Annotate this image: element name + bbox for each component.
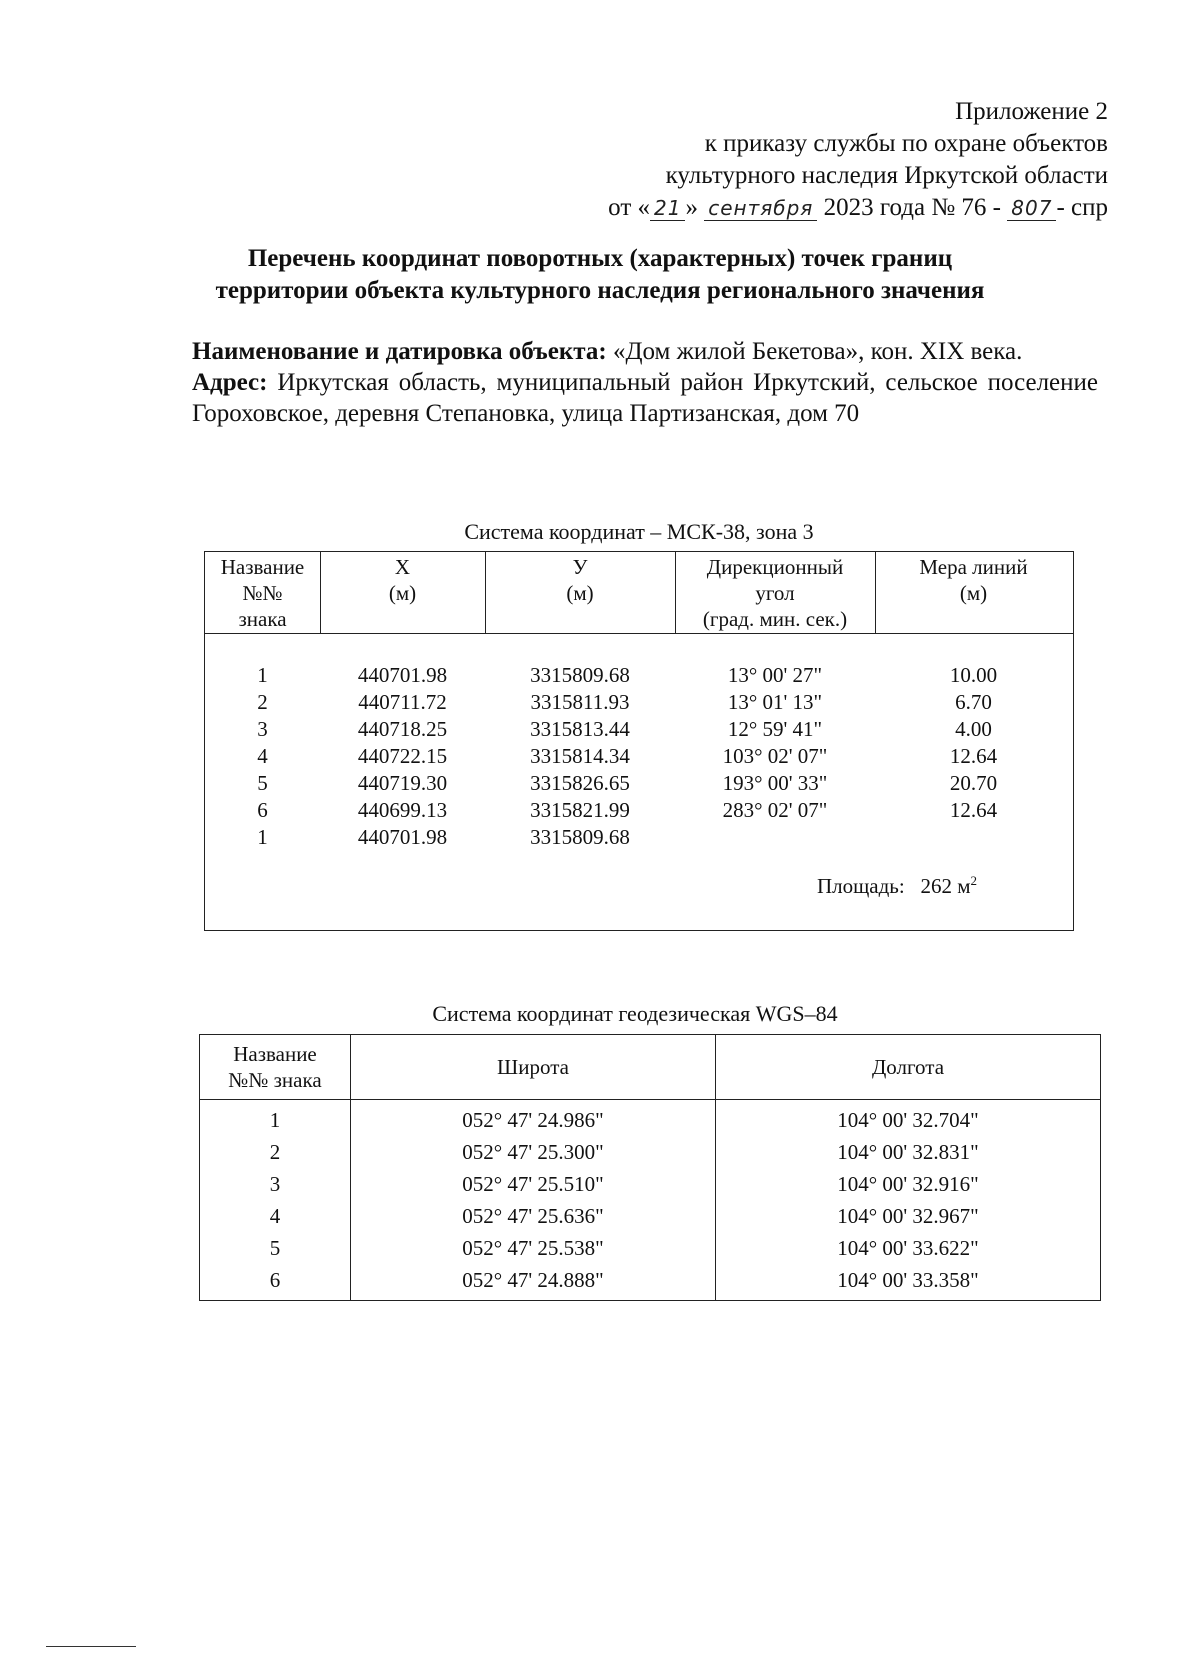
object-address-value: Иркутская область, муниципальный район Иркутский, сельское поселение Гороховское, деревня Степановка, улица Партизанская, дом 70: [192, 369, 1099, 427]
header-text: (град. мин. сек.): [702, 607, 848, 631]
longitude-value: 104° 00' 32.916": [716, 1168, 1101, 1200]
x-value: 440701.98: [357, 825, 448, 849]
handwritten-number: 807: [1007, 196, 1056, 221]
line-length: 12.64: [949, 744, 998, 768]
point-number: 2: [257, 690, 268, 714]
date-mid: »: [685, 194, 705, 221]
header-text: Название: [220, 555, 305, 579]
document-title: [100, 243, 1100, 307]
table-row: [205, 716, 1073, 743]
bearing-angle: 13° 01' 13": [727, 690, 823, 714]
appendix-authority-line: культурного наследия Иркутской области: [665, 162, 1108, 189]
header-angle: [675, 552, 875, 634]
table-row: [205, 797, 1073, 824]
order-suffix: - спр: [1056, 194, 1108, 221]
msk-coordinates-table: [204, 551, 1074, 931]
point-number: 6: [257, 798, 268, 822]
point-number: 1: [200, 1100, 351, 1137]
point-number: 5: [257, 771, 268, 795]
table-row: [205, 770, 1073, 797]
object-address-label: Адрес:: [192, 369, 268, 396]
x-value: 440722.15: [357, 744, 448, 768]
table2-body: [200, 1100, 1101, 1301]
latitude-value: 052° 47' 24.986": [351, 1100, 716, 1137]
object-name-label: Наименование и датировка объекта:: [192, 338, 607, 365]
header-text: X: [394, 555, 411, 579]
footer-dash: [46, 1646, 136, 1647]
x-value: 440699.13: [357, 798, 448, 822]
table-row: [200, 1100, 1101, 1137]
header-text: Мера линий: [919, 555, 1028, 579]
object-info: [192, 336, 1098, 429]
table2-header-row: [200, 1035, 1101, 1100]
latitude-value: 052° 47' 25.300": [351, 1136, 716, 1168]
y-value: 3315809.68: [530, 663, 630, 687]
title-line-2: территории объекта культурного наследия регионального значения: [215, 277, 985, 304]
point-number: 2: [200, 1136, 351, 1168]
area-unit-power: 2: [970, 873, 977, 888]
header-text: (м): [388, 581, 417, 605]
y-value: 3315811.93: [530, 690, 630, 714]
table1-caption: Система координат – МСК-38, зона 3: [464, 519, 814, 544]
title-line-1: Перечень координат поворотных (характерных) точек границ: [247, 245, 953, 272]
wgs84-coordinates-table: [199, 1034, 1101, 1301]
line-length: 12.64: [949, 798, 998, 822]
line-length: 6.70: [955, 690, 992, 714]
handwritten-day: 21: [650, 196, 685, 221]
line-length: 20.70: [949, 771, 998, 795]
x-value: 440718.25: [357, 717, 448, 741]
longitude-value: 104° 00' 32.704": [716, 1100, 1101, 1137]
bearing-angle: 13° 00' 27": [727, 663, 823, 687]
table1-body: [205, 662, 1073, 851]
header-point-name: [205, 552, 320, 634]
point-number: 1: [257, 825, 268, 849]
date-prefix: от «: [608, 194, 651, 221]
latitude-value: 052° 47' 25.538": [351, 1232, 716, 1264]
object-name-paragraph: [192, 336, 1098, 367]
header-y: [485, 552, 675, 634]
table-row: [205, 689, 1073, 716]
longitude-value: 104° 00' 33.622": [716, 1232, 1101, 1264]
header-x: [320, 552, 485, 634]
object-address-paragraph: [192, 367, 1098, 429]
table-row: [200, 1136, 1101, 1168]
header-point-name: [200, 1035, 351, 1100]
table-row: [205, 824, 1073, 851]
y-value: 3315809.68: [530, 825, 630, 849]
y-value: 3315814.34: [530, 744, 630, 768]
x-value: 440719.30: [357, 771, 448, 795]
area-label: Площадь:: [816, 874, 905, 898]
header-text: угол: [755, 581, 795, 605]
table1-header: [205, 552, 1073, 634]
longitude-value: 104° 00' 32.831": [716, 1136, 1101, 1168]
point-number: 3: [200, 1168, 351, 1200]
table-row: [205, 662, 1073, 689]
table2-caption: Система координат геодезическая WGS–84: [432, 1001, 838, 1026]
longitude-value: 104° 00' 32.967": [716, 1200, 1101, 1232]
handwritten-month: сентября: [704, 196, 817, 221]
area-value: 262 м: [920, 874, 971, 898]
header-text: У: [572, 555, 588, 579]
table-row: [200, 1264, 1101, 1301]
table-row: [200, 1232, 1101, 1264]
bearing-angle: 103° 02' 07": [722, 744, 828, 768]
line-length: 4.00: [955, 717, 992, 741]
header-text: Дирекционный: [706, 555, 844, 579]
header-line-length: [875, 552, 1072, 634]
header-text: Название: [233, 1042, 317, 1066]
point-number: 4: [257, 744, 268, 768]
area-total: [817, 873, 977, 899]
appendix-header: [608, 96, 1108, 224]
y-value: 3315826.65: [530, 771, 630, 795]
header-longitude: Долгота: [716, 1035, 1101, 1100]
latitude-value: 052° 47' 25.636": [351, 1200, 716, 1232]
point-number: 1: [257, 663, 268, 687]
header-text: (м): [959, 581, 988, 605]
y-value: 3315821.99: [530, 798, 630, 822]
line-length: 10.00: [949, 663, 998, 687]
table-row: [205, 743, 1073, 770]
object-name-value: «Дом жилой Бекетова», кон. XIX века.: [612, 338, 1023, 365]
latitude-value: 052° 47' 25.510": [351, 1168, 716, 1200]
point-number: 4: [200, 1200, 351, 1232]
date-year: 2023 года № 76 -: [817, 194, 1008, 221]
longitude-value: 104° 00' 33.358": [716, 1264, 1101, 1301]
appendix-order-line: к приказу службы по охране объектов: [704, 130, 1108, 157]
header-text: №№ знака: [228, 1068, 322, 1092]
y-value: 3315813.44: [530, 717, 630, 741]
appendix-title: Приложение 2: [955, 98, 1108, 125]
header-text: знака: [238, 607, 287, 631]
header-text: (м): [566, 581, 594, 605]
x-value: 440711.72: [358, 690, 447, 714]
bearing-angle: 193° 00' 33": [722, 771, 828, 795]
latitude-value: 052° 47' 24.888": [351, 1264, 716, 1301]
header-text: №№: [242, 581, 283, 605]
table-row: [200, 1200, 1101, 1232]
bearing-angle: 283° 02' 07": [722, 798, 828, 822]
point-number: 6: [200, 1264, 351, 1301]
x-value: 440701.98: [357, 663, 448, 687]
header-latitude: Широта: [351, 1035, 716, 1100]
point-number: 5: [200, 1232, 351, 1264]
table-row: [200, 1168, 1101, 1200]
bearing-angle: 12° 59' 41": [727, 717, 823, 741]
point-number: 3: [257, 717, 268, 741]
appendix-date-line: [608, 192, 1108, 224]
